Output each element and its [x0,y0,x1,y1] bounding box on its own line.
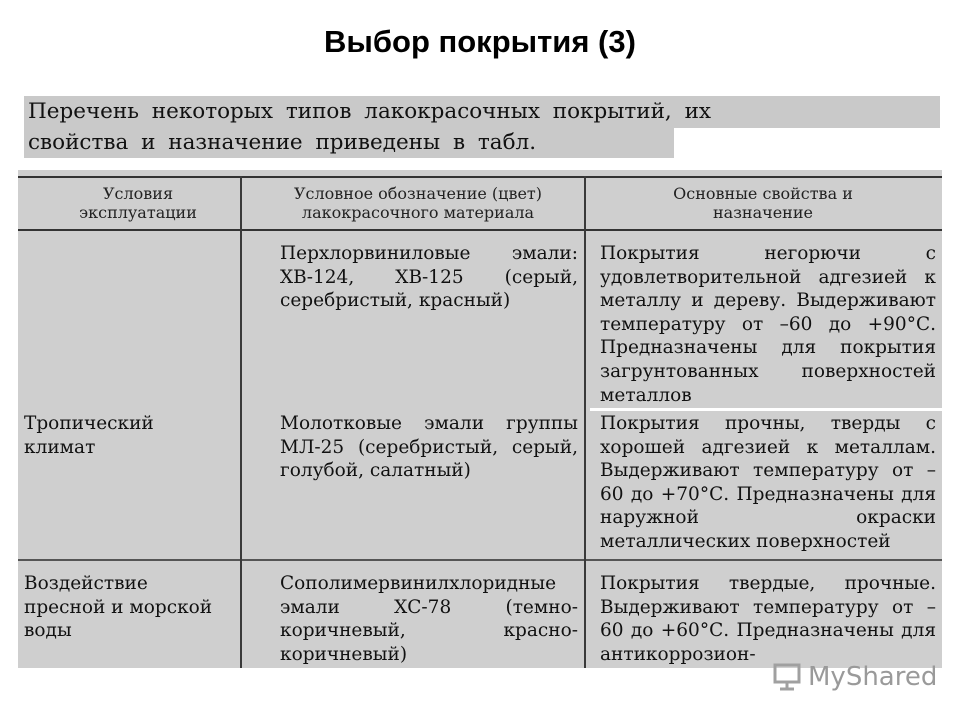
slide-title: Выбор покрытия (3) [324,24,636,59]
watermark-text: MyShared [808,662,938,692]
intro-paragraph [28,96,948,158]
table-cell-material: Перхлорвиниловые эмали: ХВ-124, ХВ-125 (серый, серебристый, красный) [280,243,578,312]
table-cell-properties: Покрытия негорючи с удовлетворительной адгезией к металлу и дереву. Выдерживают температуру от –60 до +90°С. Предназначены для покрытия загрунтованных поверхностей металлов [600,243,936,406]
table-cell-properties: Покрытия прочны, тверды с хорошей адгезией к металлам. Выдерживают температуру от –60 до +70°С. Предназначены для наружной окраски металлических поверхностей [600,413,936,552]
row-divider [590,408,942,411]
header-properties: Основные свойства и назначение [673,184,853,222]
header-conditions: Условия эксплуатации [79,184,197,222]
table-cell-condition: Воздействие пресной и морской воды [24,573,213,642]
table-cell-material: Молотковые эмали группы МЛ-25 (серебристый, серый, голубой, салатный) [280,413,578,482]
intro-line-1: Перечень некоторых типов лакокрасочных покрытий, их [28,99,712,124]
table-cell-material: Сополимервинилхлоридные эмали ХС-78 (темно-коричневый, красно-коричневый) [280,573,578,665]
header-material: Условное обозначение (цвет) лакокрасочного материала [293,184,543,222]
watermark [772,660,937,694]
intro-line-2: свойства и назначение приведены в табл. [28,130,537,155]
table-cell-condition: Тропический климат [24,413,154,458]
table-cell-properties: Покрытия твердые, прочные. Выдерживают температуру от –60 до +60°С. Предназначены для антикоррозион- [600,573,936,665]
table-scan [18,170,942,668]
presentation-board-icon [772,662,802,692]
